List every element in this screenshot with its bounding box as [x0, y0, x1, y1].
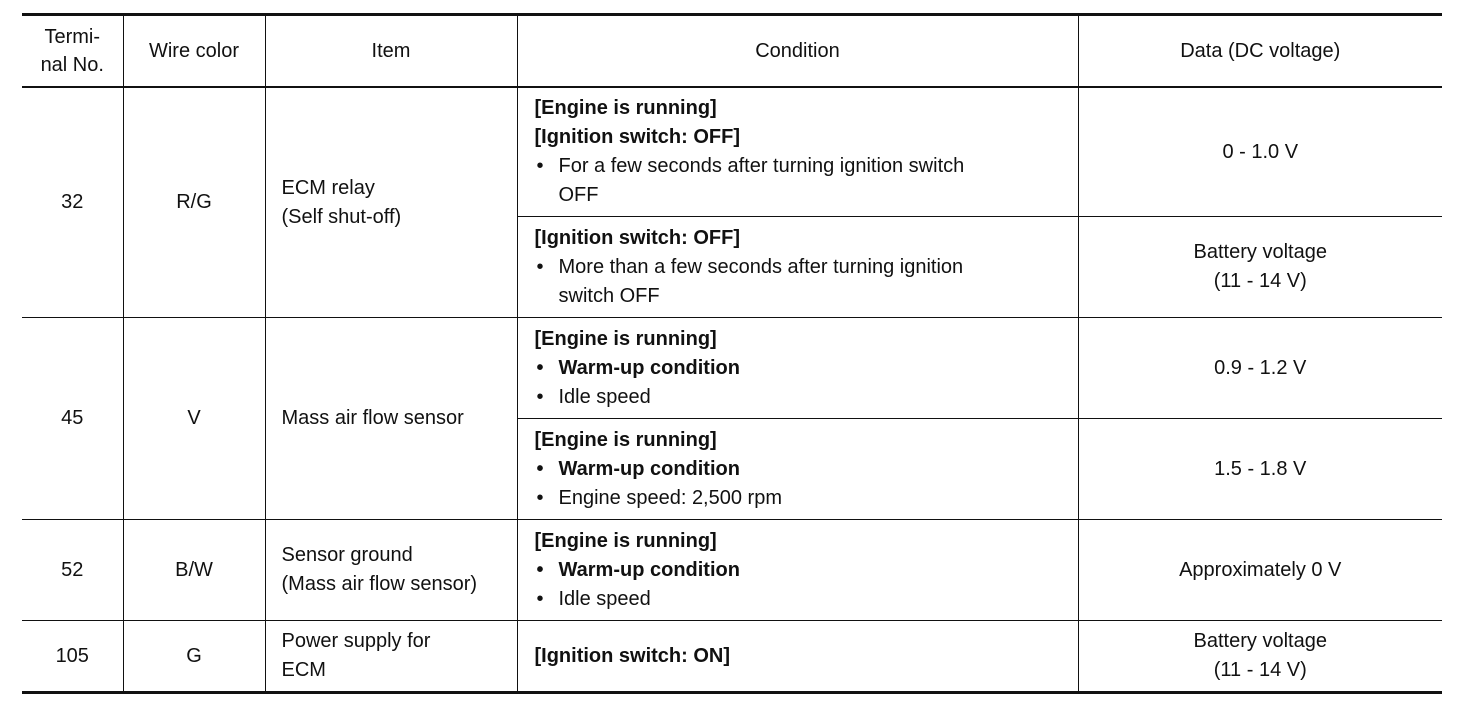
- bullet-text: Engine speed: 2,500 rpm: [558, 486, 782, 509]
- condition-cell: [517, 217, 1078, 318]
- table-row: [22, 318, 1442, 419]
- terminal-cell: 45: [22, 318, 123, 520]
- bullet-text-line: More than a few seconds after turning ignition: [558, 255, 964, 278]
- terminal-cell: 32: [22, 87, 123, 318]
- item-line: Sensor ground: [281, 544, 413, 566]
- bullet-icon: •: [536, 457, 544, 480]
- data-cell: [1078, 217, 1442, 318]
- bullet-text: Idle speed: [558, 385, 651, 408]
- condition-bullet: [535, 484, 1068, 513]
- data-cell: Approximately 0 V: [1078, 520, 1442, 621]
- header-wire-color: Wire color: [123, 15, 265, 88]
- bullet-icon: •: [536, 558, 544, 581]
- condition-line: [Engine is running]: [534, 428, 717, 451]
- header-data: Data (DC voltage): [1078, 15, 1442, 88]
- item-line: Power supply for: [281, 630, 431, 652]
- data-cell: 1.5 - 1.8 V: [1078, 419, 1442, 520]
- ecm-terminal-table: [22, 13, 1442, 694]
- item-line: ECM: [281, 659, 326, 681]
- bullet-text: [559, 152, 965, 210]
- wire-color-cell: V: [123, 318, 265, 520]
- bullet-icon: •: [536, 587, 544, 610]
- item-line: (Mass air flow sensor): [281, 573, 478, 595]
- item-line: ECM relay: [281, 176, 375, 199]
- data-line: (11 - 14 V): [1213, 659, 1307, 681]
- item-cell: [265, 87, 517, 318]
- data-line: (11 - 14 V): [1213, 270, 1307, 292]
- header-row: [22, 15, 1442, 88]
- condition-cell: [517, 318, 1078, 419]
- header-terminal-line1: Termi-: [44, 25, 101, 48]
- condition-line: [Ignition switch: ON]: [534, 644, 731, 667]
- terminal-cell: 105: [22, 621, 123, 693]
- header-item: Item: [265, 15, 517, 88]
- bullet-icon: •: [536, 486, 544, 509]
- bullet-icon: •: [536, 385, 544, 408]
- bullet-icon: •: [536, 255, 544, 278]
- condition-line: [Engine is running]: [534, 327, 717, 350]
- header-condition: Condition: [517, 15, 1078, 88]
- bullet-text: Warm-up condition: [558, 558, 740, 581]
- item-line: (Self shut-off): [281, 205, 402, 228]
- data-cell: [1078, 621, 1442, 693]
- item-cell: [265, 621, 517, 693]
- wire-color-cell: B/W: [123, 520, 265, 621]
- condition-bullet: [535, 585, 1068, 614]
- header-terminal-no: [22, 15, 123, 88]
- wire-color-cell: R/G: [123, 87, 265, 318]
- condition-cell: [517, 520, 1078, 621]
- condition-cell: [517, 419, 1078, 520]
- data-line: Battery voltage: [1193, 630, 1327, 652]
- data-cell: 0 - 1.0 V: [1078, 87, 1442, 217]
- condition-cell: [517, 87, 1078, 217]
- condition-bullet: [535, 152, 1068, 210]
- condition-bullet: [535, 455, 1068, 484]
- item-cell: [265, 520, 517, 621]
- bullet-text: Idle speed: [558, 587, 651, 610]
- condition-line: [Ignition switch: OFF]: [534, 126, 741, 148]
- table-row: [22, 621, 1442, 693]
- bullet-icon: •: [536, 356, 544, 379]
- table-row: [22, 520, 1442, 621]
- bullet-text: Warm-up condition: [558, 356, 740, 379]
- bullet-text-line: switch OFF: [558, 284, 660, 307]
- condition-line: [Engine is running]: [534, 97, 717, 119]
- data-line: Battery voltage: [1193, 241, 1327, 263]
- bullet-icon: •: [536, 155, 544, 177]
- condition-bullet: [535, 253, 1068, 311]
- bullet-text: Warm-up condition: [558, 457, 740, 480]
- terminal-cell: 52: [22, 520, 123, 621]
- condition-line: [Engine is running]: [534, 529, 717, 552]
- table-row: [22, 87, 1442, 217]
- wire-color-cell: G: [123, 621, 265, 693]
- condition-bullet: [535, 354, 1068, 383]
- bullet-text-line: OFF: [558, 184, 599, 206]
- header-terminal-line2: nal No.: [40, 53, 104, 76]
- condition-cell: [517, 621, 1078, 693]
- condition-bullet: [535, 556, 1068, 585]
- bullet-text-line: For a few seconds after turning ignition switch: [558, 155, 965, 177]
- condition-bullet: [535, 383, 1068, 412]
- bullet-text: [559, 253, 964, 311]
- condition-line: [Ignition switch: OFF]: [534, 226, 741, 249]
- ecm-terminal-table-container: [22, 13, 1442, 694]
- item-cell: Mass air flow sensor: [265, 318, 517, 520]
- data-cell: 0.9 - 1.2 V: [1078, 318, 1442, 419]
